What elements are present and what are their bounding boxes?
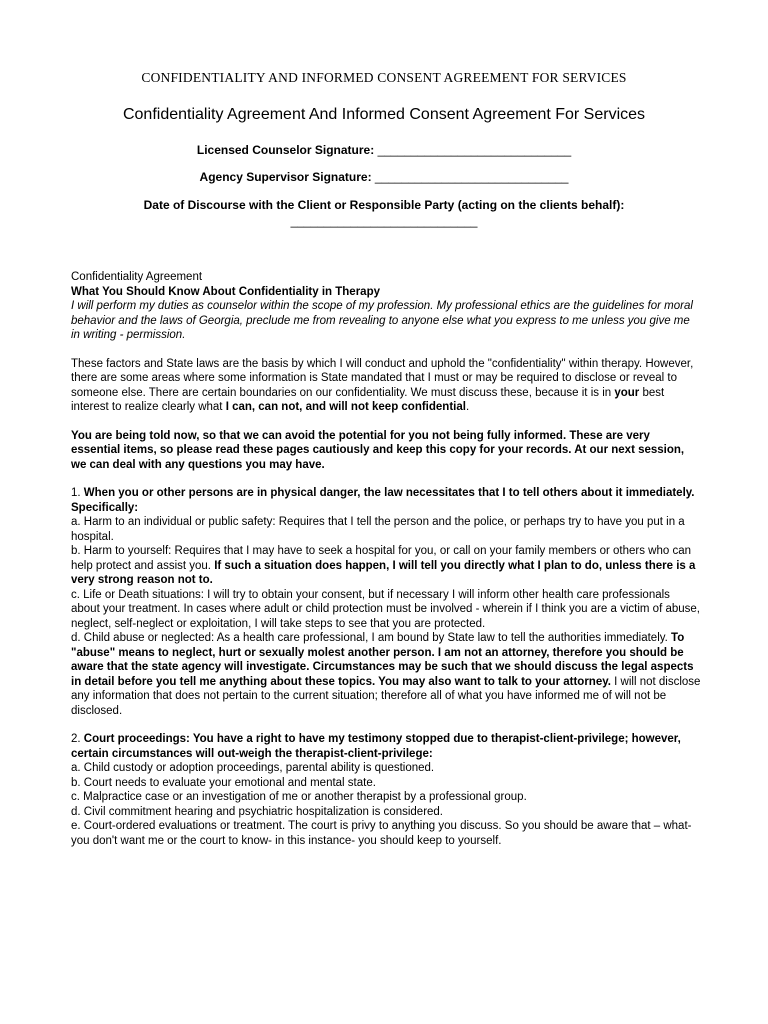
section-label: Confidentiality Agreement (71, 271, 203, 283)
section-2-item-a: a. Child custody or adoption proceedings, parental ability is questioned. (71, 762, 435, 774)
section-1-item-a: a. Harm to an individual or public safety: Requires that I tell the person and the police, or perhaps try to have you put in a hospital. (71, 516, 685, 543)
agreement-paragraph-notice: You are being told now, so that we can avoid the potential for you not being fully informed. These are very essential items, so please read these pages cautiously and keep this copy for your records. At our next session, we can deal with any questions you may have. (71, 429, 685, 471)
date-of-discourse-label: Date of Discourse with the Client or Responsible Party (acting on the clients behalf): (143, 198, 625, 212)
section-2-item-d: d. Civil commitment hearing and psychiatric hospitalization is considered. (71, 805, 444, 818)
supervisor-signature-line: _____________________________ (374, 170, 569, 184)
counselor-signature-line: _____________________________ (377, 143, 572, 157)
section-1-heading: 1. When you or other persons are in physical danger, the law necessitates that I to tell others about it immediately. (71, 487, 695, 499)
confidentiality-agreement-body (71, 270, 701, 848)
section-2-heading: 2. Court proceedings: You have a right to have my testimony stopped due to therapist-client-privilege; however, certain circumstances will out-weigh the therapist-client-privilege: (71, 733, 681, 760)
section-2-item-e: e. Court-ordered evaluations or treatment. The court is privy to anything you discuss. So you should be aware that – what- you don't want me or the court to know- in this instance- you should keep to yourself. (71, 820, 692, 847)
agreement-paragraph-factors: These factors and State laws are the basis by which I will conduct and uphold the "confidentiality" within therapy. However, there are some areas where some information is State mandated that I must or may be required to disclose or reveal to someone else. There are certain boundaries on our confidentiality. We must discuss these, because it is in your best interest to realize clearly what I can, can not, and will not keep confidential. (71, 357, 694, 413)
agreement-heading: What You Should Know About Confidentiality in Therapy (71, 285, 380, 298)
supervisor-signature-row (0, 170, 768, 184)
date-of-discourse-line: ____________________________ (290, 214, 478, 228)
document-caps-title: CONFIDENTIALITY AND INFORMED CONSENT AGREEMENT FOR SERVICES (141, 70, 627, 85)
section-1-item-c: c. Life or Death situations: I will try to obtain your consent, but if necessary I will inform other health care professionals about your treatment. In cases where adult or child protection must be involved - wherein if I think you are a victim of abuse, neglect, self-neglect or exploitation, I will take steps to see that you are protected. (71, 588, 700, 630)
supervisor-signature-label: Agency Supervisor Signature: (199, 170, 372, 184)
section-2-item-b: b. Court needs to evaluate your emotional and mental state. (71, 776, 376, 789)
section-1-item-b: b. Harm to yourself: Requires that I may have to seek a hospital for you, or call on your family members or others who can help protect and assist you. If such a situation does happen, I will tell you directly what I plan to do, unless there is a very strong reason not to. (71, 545, 696, 586)
section-1-item-d: d. Child abuse or neglected: As a health care professional, I am bound by State law to tell the authorities immediately. To "abuse" means to neglect, hurt or sexually molest another person. I am not an attorney, therefore you should be aware that the state agency will investigate. Circumstances may be such that we should discuss the legal aspects in detail before you tell me anything about these topics. You may also want to talk to your attorney. I will not disclose any information that does not pertain to the current situation; therefore all of what you have informed me of will not be disclosed. (71, 632, 701, 717)
agreement-intro: I will perform my duties as counselor within the scope of my profession. My professional ethics are the guidelines for moral behavior and the laws of Georgia, preclude me from revealing to anyone else what you express to me unless you give me in writing - permission. (71, 300, 693, 341)
document-main-title: Confidentiality Agreement And Informed Consent Agreement For Services (122, 106, 646, 123)
section-1-specifically: Specifically: (71, 501, 139, 514)
section-2-item-c: c. Malpractice case or an investigation of me or another therapist by a professional group. (71, 791, 527, 803)
counselor-signature-row (0, 143, 768, 157)
counselor-signature-label: Licensed Counselor Signature: (196, 143, 375, 157)
